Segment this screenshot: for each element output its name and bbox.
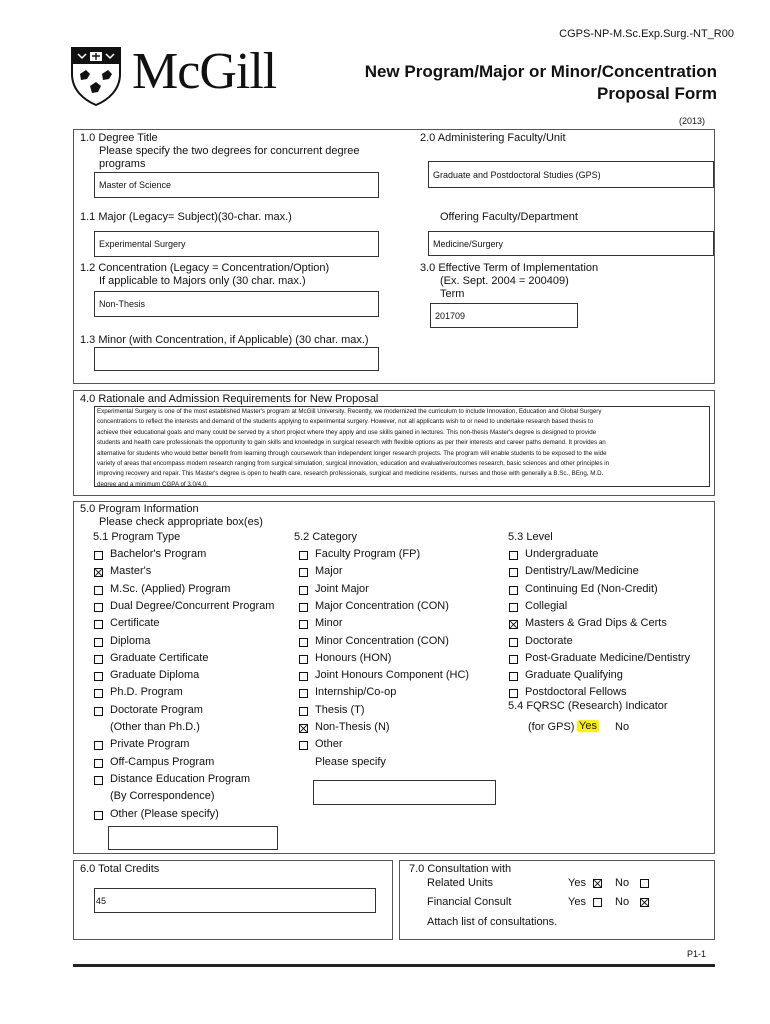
program-type-checkbox[interactable]	[94, 638, 103, 647]
major-label: 1.1 Major (Legacy= Subject)(30-char. max.)	[80, 211, 292, 223]
related-no-checkbox[interactable]	[640, 879, 649, 888]
category-checkbox[interactable]	[299, 551, 308, 560]
degree-title-label: 1.0 Degree Title	[80, 132, 158, 144]
category-label: Major	[315, 565, 343, 578]
minor-label: 1.3 Minor (with Concentration, if Applicable) (30 char. max.)	[80, 334, 369, 346]
category-checkbox[interactable]	[299, 568, 308, 577]
category-checkbox[interactable]	[299, 707, 308, 716]
rationale-line: alternative for students who would better benefit from learning through coursework than independent longer research projects. The program will enable students to be exposed to the wide	[97, 449, 607, 457]
mcgill-logo-text: McGill	[132, 43, 277, 100]
level-label: Post-Graduate Medicine/Dentistry	[525, 651, 691, 664]
term-example: (Ex. Sept. 2004 = 200409)	[440, 275, 569, 287]
fqrsc-for-gps: (for GPS)	[528, 721, 575, 733]
category-label: Joint Major	[315, 582, 369, 595]
related-units-label: Related Units	[427, 877, 494, 889]
level-checkbox[interactable]	[509, 638, 518, 647]
fqrsc-yes[interactable]: Yes	[579, 720, 597, 732]
financial-no-label: No	[615, 896, 630, 908]
program-type-label: Graduate Diploma	[110, 669, 200, 682]
level-checkbox[interactable]	[509, 689, 518, 698]
form-title-line-2: Proposal Form	[597, 84, 717, 103]
level-checkbox[interactable]	[509, 672, 518, 681]
rationale-field[interactable]	[94, 406, 710, 487]
financial-yes-checkbox[interactable]	[593, 898, 602, 907]
term-field[interactable]: 201709	[430, 303, 578, 328]
program-type-label: Other (Please specify)	[110, 807, 219, 820]
program-type-checkbox[interactable]	[94, 672, 103, 681]
concentration-label: 1.2 Concentration (Legacy = Concentration/Option)	[80, 262, 330, 274]
level-label: 5.3 Level	[508, 531, 553, 543]
degree-title-field[interactable]: Master of Science	[94, 172, 379, 198]
category-label: Thesis (T)	[315, 703, 365, 716]
rationale-label: 4.0 Rationale and Admission Requirements for New Proposal	[80, 393, 379, 405]
financial-yes-label: Yes	[568, 896, 586, 908]
total-credits-label: 6.0 Total Credits	[80, 863, 160, 875]
degree-title-hint: Please specify the two degrees for concurrent degree	[99, 145, 360, 157]
program-info-label: 5.0 Program Information	[80, 503, 199, 515]
form-title-line-1: New Program/Major or Minor/Concentration	[364, 62, 717, 81]
program-type-label: Dual Degree/Concurrent Program	[110, 599, 275, 612]
category-label: Other	[315, 738, 343, 751]
admin-faculty-field[interactable]: Graduate and Postdoctoral Studies (GPS)	[428, 161, 714, 188]
level-checkbox[interactable]	[509, 655, 518, 664]
category-checkbox[interactable]	[299, 655, 308, 664]
program-type-checkbox[interactable]	[94, 551, 103, 560]
rationale-line: variety of areas that encompass modern research ranging from surgical simulation, surgical innovation, education and evaluative/outcomes research, basic sciences and other principles in	[97, 460, 610, 468]
financial-consult-label: Financial Consult	[427, 896, 512, 908]
level-label: Postdoctoral Fellows	[525, 686, 627, 699]
program-type-checkbox[interactable]	[94, 707, 103, 716]
level-label: Continuing Ed (Non-Credit)	[525, 582, 658, 595]
program-type-label: Bachelor's Program	[110, 548, 207, 560]
category-label: Major Concentration (CON)	[315, 599, 449, 612]
degree-title-hint-2: programs	[99, 158, 146, 170]
concentration-hint: If applicable to Majors only (30 char. max.)	[99, 275, 306, 287]
fqrsc-no[interactable]: No	[615, 721, 630, 733]
minor-field[interactable]	[94, 347, 379, 371]
concentration-field[interactable]: Non-Thesis	[94, 291, 379, 317]
program-type-checkbox[interactable]	[94, 759, 103, 768]
program-type-checkbox[interactable]	[94, 811, 103, 820]
program-type-label: Master's	[110, 565, 152, 578]
offering-faculty-field[interactable]: Medicine/Surgery	[428, 231, 714, 256]
category-label: Faculty Program (FP)	[315, 548, 421, 560]
program-type-label: (By Correspondence)	[110, 790, 215, 803]
program-type-checkbox[interactable]	[94, 603, 103, 612]
footer-rule	[73, 964, 715, 967]
category-label: Internship/Co-op	[315, 686, 397, 699]
program-type-label: Private Program	[110, 738, 190, 751]
category-checkbox[interactable]	[299, 689, 308, 698]
category-checkbox[interactable]	[299, 724, 308, 733]
level-label: Graduate Qualifying	[525, 669, 623, 682]
program-type-label: (Other than Ph.D.)	[110, 721, 200, 733]
category-checkbox[interactable]	[299, 741, 308, 750]
category-label: Honours (HON)	[315, 651, 392, 664]
rationale-line: improving recovery and repair. This Master's degree is open to health care, research professionals, surgical and medicine residents, nurses and those with generally a B.Sc., BEng, M.D.	[97, 470, 604, 478]
program-type-checkbox[interactable]	[94, 776, 103, 785]
program-type-label: Graduate Certificate	[110, 651, 209, 664]
major-field[interactable]: Experimental Surgery	[94, 231, 379, 257]
form-year: (2013)	[678, 116, 705, 126]
program-type-checkbox[interactable]	[94, 741, 103, 750]
level-checkbox[interactable]	[509, 586, 518, 595]
related-no-label: No	[615, 877, 630, 889]
level-checkbox[interactable]	[509, 568, 518, 577]
program-type-label: Certificate	[110, 617, 160, 630]
level-label: Collegial	[525, 599, 568, 612]
rationale-line: degree and a minimum CGPA of 3.0/4.0.	[97, 480, 208, 487]
category-checkbox[interactable]	[299, 603, 308, 612]
category-label: Minor	[315, 617, 343, 630]
level-label: Masters & Grad Dips & Certs	[525, 617, 667, 630]
level-checkbox[interactable]	[509, 620, 518, 629]
program-type-label: Distance Education Program	[110, 772, 251, 785]
admin-faculty-label: 2.0 Administering Faculty/Unit	[420, 132, 566, 144]
program-type-checkbox[interactable]	[94, 586, 103, 595]
mcgill-crest-icon	[70, 44, 122, 106]
consultation-label: 7.0 Consultation with	[409, 863, 512, 875]
offering-faculty-label: Offering Faculty/Department	[440, 211, 578, 223]
program-type-label: Doctorate Program	[110, 703, 203, 716]
program-type-other-field[interactable]	[108, 826, 278, 850]
level-checkbox[interactable]	[509, 551, 518, 560]
term-sublabel: Term	[440, 288, 465, 300]
rationale-line: students and health care professionals the opportunity to gain skills and knowledge in surgical research with flexible options as per their interests and career paths demand. It provides an	[97, 439, 606, 447]
program-type-label: 5.1 Program Type	[93, 531, 181, 543]
rationale-line: concentrations to reflect the interests and demand of the students applying to experimental surgery. However, not all applicants wish to or need to undertake research based thesis to	[97, 418, 594, 426]
related-yes-label: Yes	[568, 877, 586, 889]
category-other-field[interactable]	[313, 780, 496, 805]
fqrsc-label: 5.4 FQRSC (Research) Indicator	[508, 700, 668, 712]
category-label: Minor Concentration (CON)	[315, 634, 449, 647]
program-type-label: Ph.D. Program	[110, 686, 183, 699]
page-number: P1-1	[687, 949, 707, 959]
category-checkbox[interactable]	[299, 620, 308, 629]
program-type-label: Off-Campus Program	[110, 755, 215, 768]
program-type-checkbox[interactable]	[94, 568, 103, 577]
level-checkbox[interactable]	[509, 603, 518, 612]
program-type-checkbox[interactable]	[94, 655, 103, 664]
level-label: Dentistry/Law/Medicine	[525, 565, 639, 578]
category-label: Joint Honours Component (HC)	[315, 669, 470, 682]
financial-no-checkbox[interactable]	[640, 898, 649, 907]
program-type-label: Diploma	[110, 634, 151, 647]
rationale-line: achieve their educational goals and many could be served by a short project where they apply and use skills gained in lectures. This non-thesis Master's degree is designed to provide	[97, 428, 597, 436]
category-checkbox[interactable]	[299, 586, 308, 595]
attach-consultations: Attach list of consultations.	[427, 916, 558, 928]
total-credits-field[interactable]: 45	[94, 888, 376, 913]
category-label: Please specify	[315, 755, 386, 768]
related-yes-checkbox[interactable]	[593, 879, 602, 888]
category-checkbox[interactable]	[299, 672, 308, 681]
category-checkbox[interactable]	[299, 638, 308, 647]
effective-term-label: 3.0 Effective Term of Implementation	[420, 262, 599, 274]
program-type-checkbox[interactable]	[94, 689, 103, 698]
program-type-checkbox[interactable]	[94, 620, 103, 629]
category-label: Non-Thesis (N)	[315, 721, 390, 733]
form-code: CGPS-NP-M.Sc.Exp.Surg.-NT_R00	[559, 28, 734, 40]
program-info-hint: Please check appropriate box(es)	[99, 516, 263, 528]
category-label: 5.2 Category	[294, 531, 357, 543]
program-type-label: M.Sc. (Applied) Program	[110, 582, 231, 595]
level-label: Doctorate	[525, 634, 573, 647]
rationale-line: Experimental Surgery is one of the most established Master's program at McGill University. Recently, we modernized the curriculum to include Innovation, Education and Global Surgery	[97, 408, 602, 415]
level-label: Undergraduate	[525, 548, 599, 560]
